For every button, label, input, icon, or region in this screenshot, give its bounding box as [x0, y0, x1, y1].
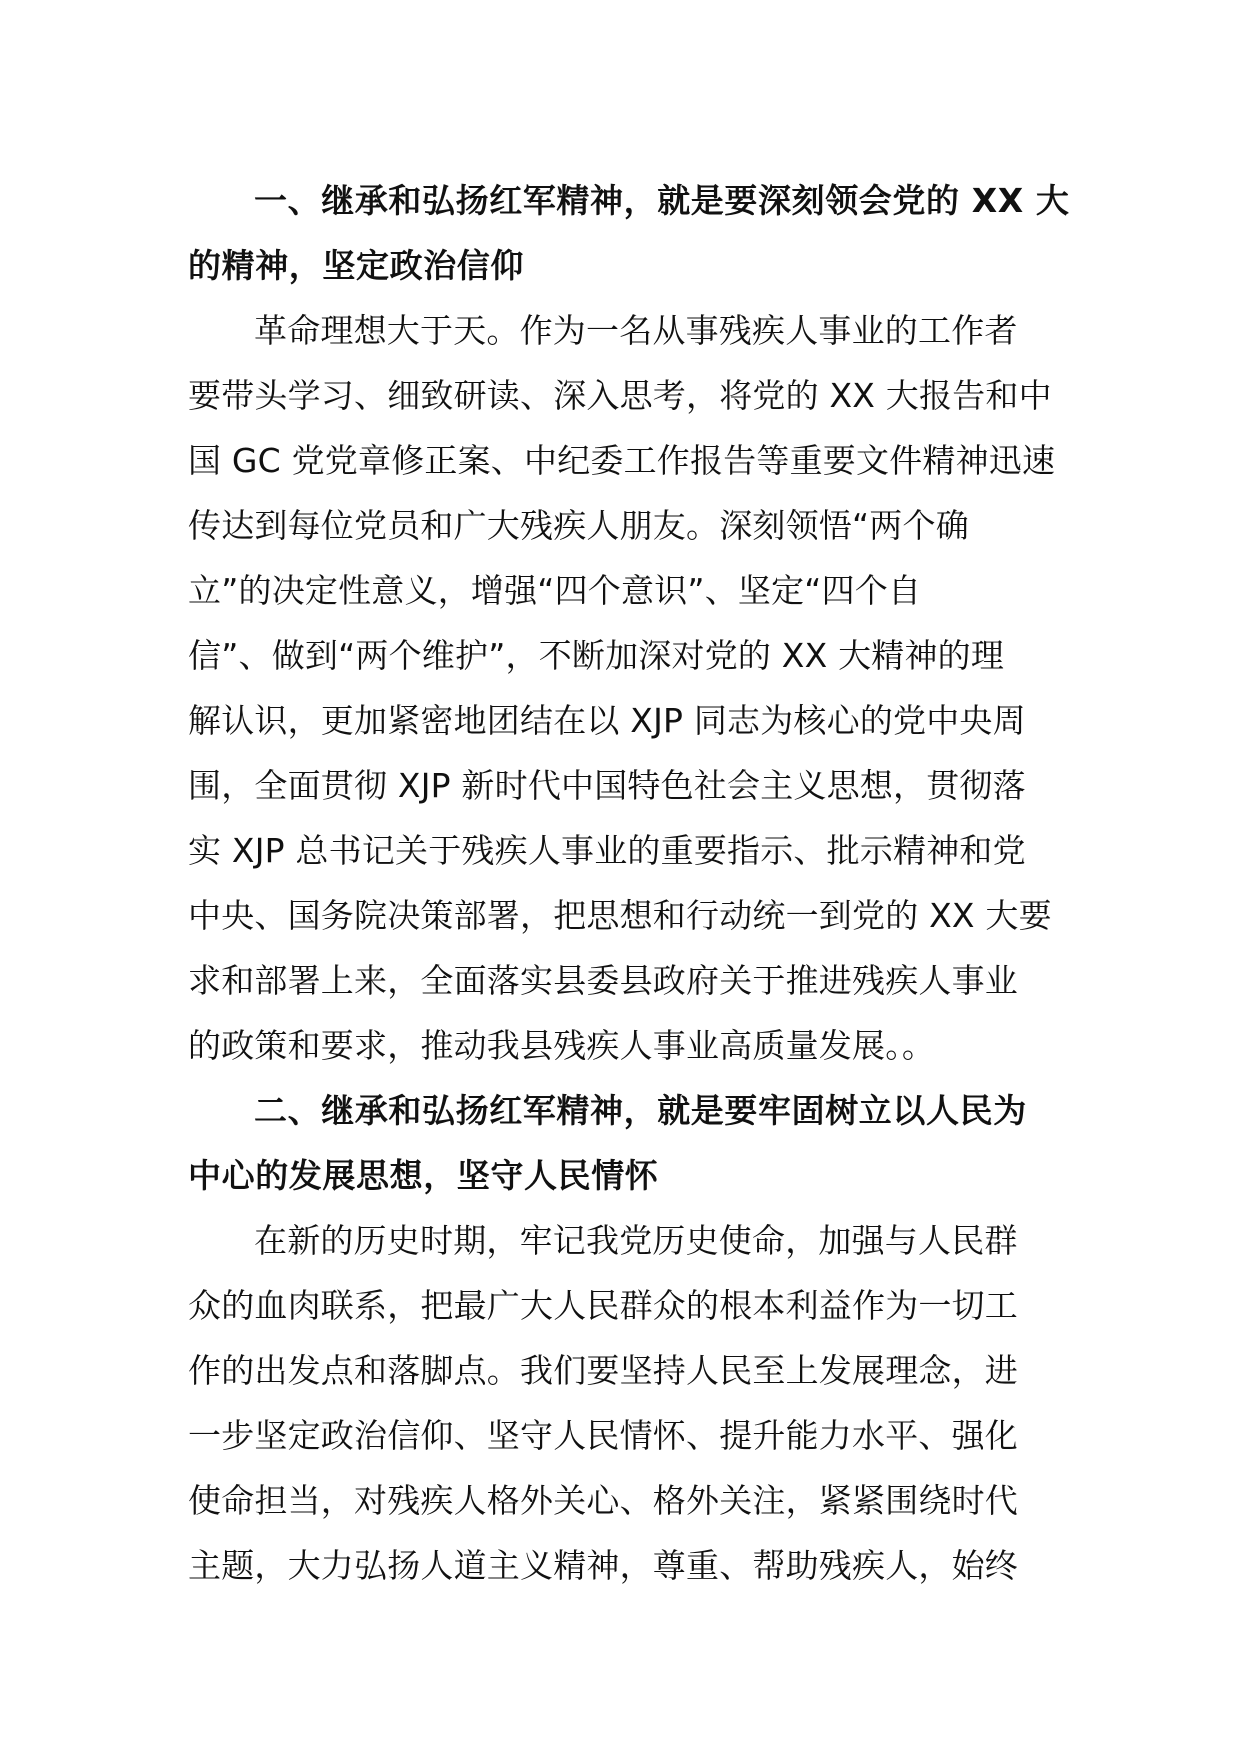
heading-2-line-2: 中心的发展思想，坚守人民情怀	[188, 1156, 659, 1195]
paragraph-1-line-8: 围，全面贯彻 XJP 新时代中国特色社会主义思想，贯彻落	[188, 766, 1026, 805]
heading-1-line-1: 一、继承和弘扬红军精神，就是要深刻领会党的 XX 大	[254, 181, 1070, 220]
heading-1-line-2: 的精神，坚定政治信仰	[188, 246, 524, 285]
paragraph-1-line-2: 要带头学习、细致研读、深入思考，将党的 XX 大报告和中	[188, 376, 1052, 415]
document-page	[188, 168, 1070, 1598]
paragraph-2-line-1: 在新的历史时期，牢记我党历史使命，加强与人民群	[254, 1221, 1018, 1260]
paragraph-1-line-11: 求和部署上来，全面落实县委县政府关于推进残疾人事业	[188, 961, 1018, 1000]
heading-2-line-1: 二、继承和弘扬红军精神，就是要牢固树立以人民为	[254, 1091, 1027, 1130]
paragraph-1-line-9: 实 XJP 总书记关于残疾人事业的重要指示、批示精神和党	[188, 831, 1026, 870]
paragraph-1-line-3: 国 GC 党党章修正案、中纪委工作报告等重要文件精神迅速	[188, 441, 1056, 480]
paragraph-2-line-3: 作的出发点和落脚点。我们要坚持人民至上发展理念，进	[188, 1351, 1018, 1390]
paragraph-2-line-6: 主题，大力弘扬人道主义精神，尊重、帮助残疾人，始终	[188, 1546, 1018, 1585]
paragraph-1-line-7: 解认识，更加紧密地团结在以 XJP 同志为核心的党中央周	[188, 701, 1026, 740]
paragraph-1-line-4: 传达到每位党员和广大残疾人朋友。深刻领悟“两个确	[188, 506, 969, 545]
paragraph-1-line-12: 的政策和要求，推动我县残疾人事业高质量发展。。	[188, 1026, 936, 1065]
paragraph-2-line-2: 众的血肉联系，把最广大人民群众的根本利益作为一切工	[188, 1286, 1018, 1325]
paragraph-2-line-5: 使命担当，对残疾人格外关心、格外关注，紧紧围绕时代	[188, 1481, 1018, 1520]
paragraph-1-line-6: 信”、做到“两个维护”，不断加深对党的 XX 大精神的理	[188, 636, 1005, 675]
paragraph-1-line-5: 立”的决定性意义，增强“四个意识”、坚定“四个自	[188, 571, 922, 610]
paragraph-1-line-10: 中央、国务院决策部署，把思想和行动统一到党的 XX 大要	[188, 896, 1052, 935]
paragraph-2-line-4: 一步坚定政治信仰、坚守人民情怀、提升能力水平、强化	[188, 1416, 1018, 1455]
paragraph-1-line-1: 革命理想大于天。作为一名从事残疾人事业的工作者	[254, 311, 1018, 350]
